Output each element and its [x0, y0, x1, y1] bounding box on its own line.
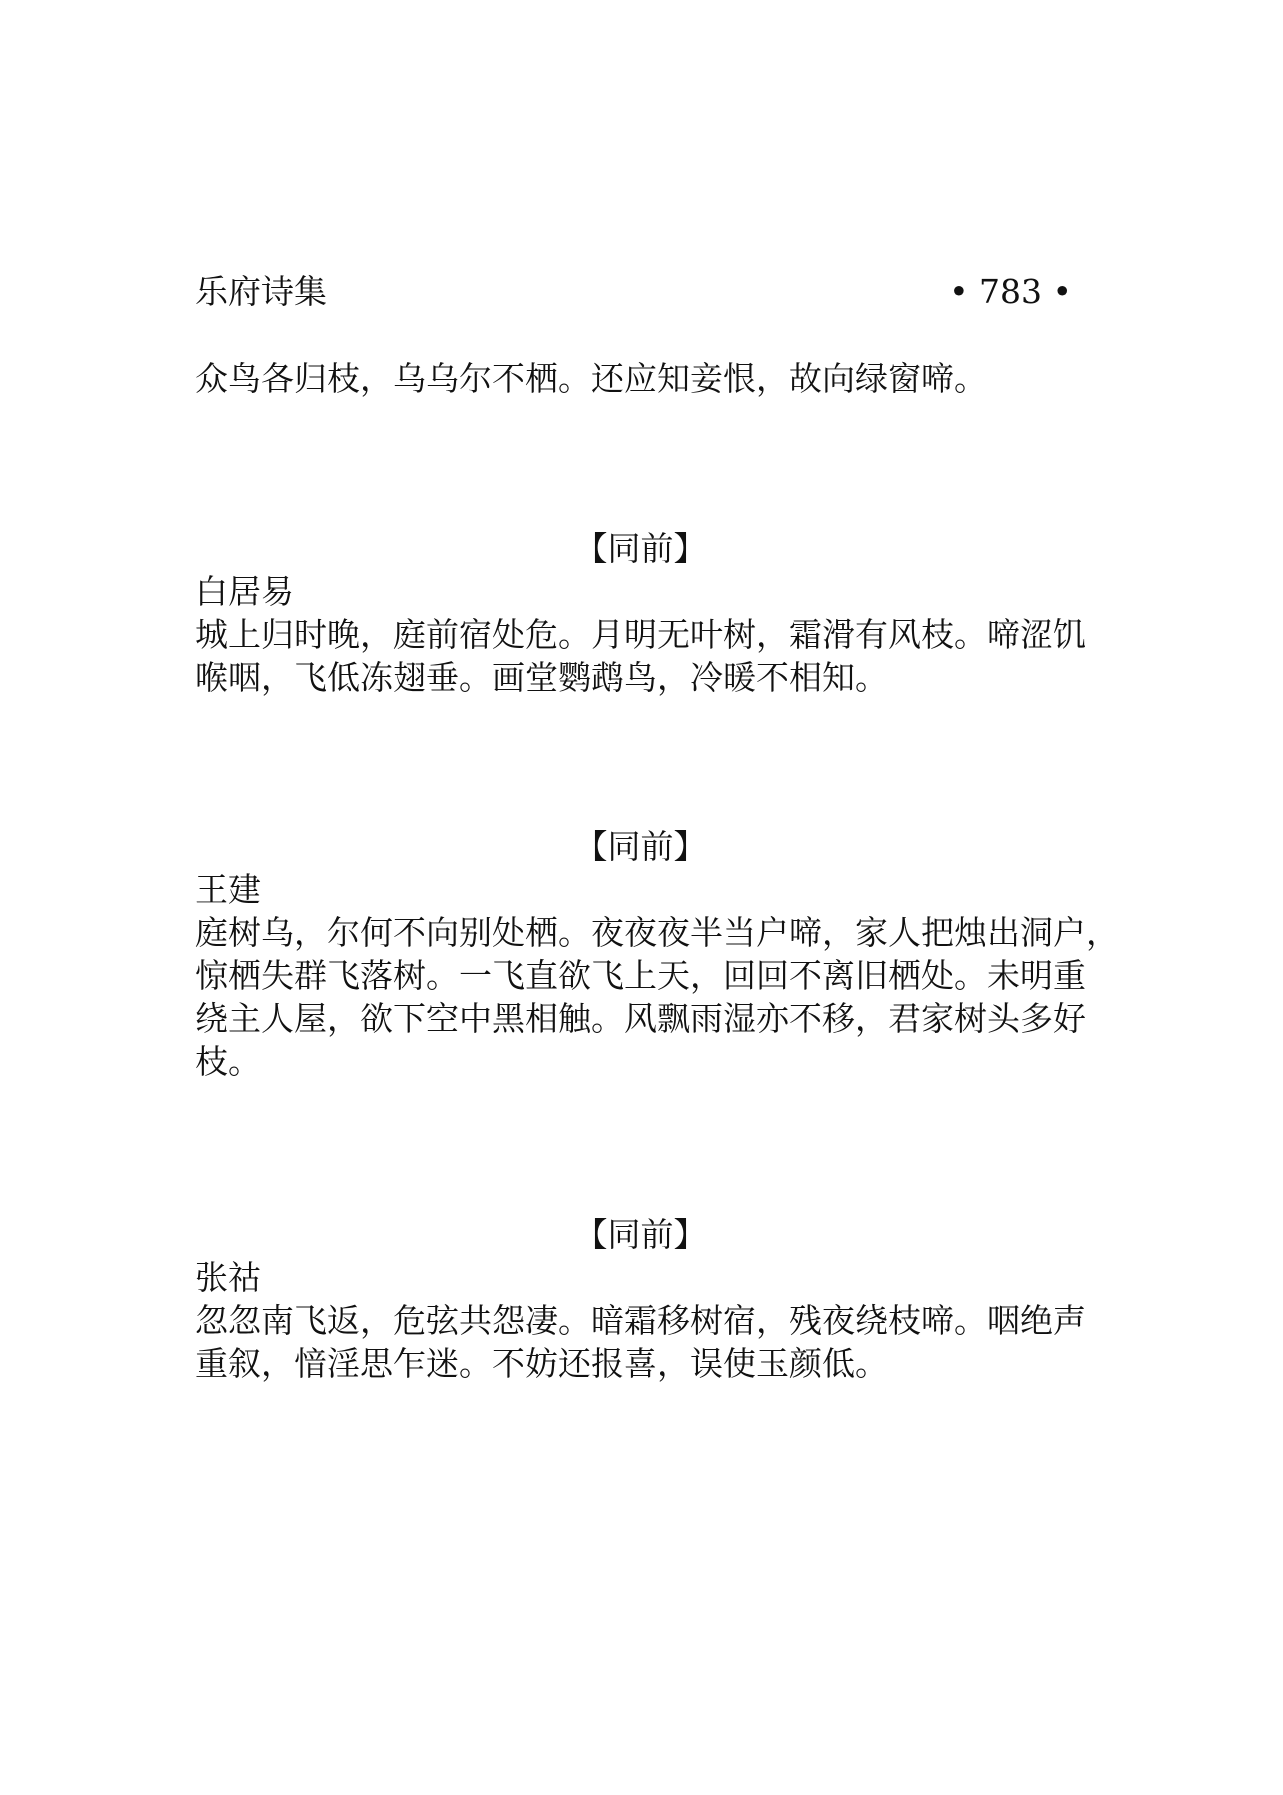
poem-section-wang-jian — [195, 825, 1119, 1083]
poem-line: 众鸟各归枝，乌乌尔不栖。还应知妾恨，故向绿窗啼。 — [195, 359, 987, 398]
poem-section-bai-juyi — [195, 527, 1095, 699]
poem-heading: 【同前】 — [574, 827, 707, 866]
poem-author: 白居易 — [195, 572, 294, 611]
poem-line: 重叙，愔淫思乍迷。不妨还报喜，误使玉颜低。 — [195, 1344, 888, 1383]
poem-heading: 【同前】 — [574, 529, 707, 568]
poem-line: 惊栖失群飞落树。一飞直欲飞上天，回回不离旧栖处。未明重 — [195, 956, 1086, 995]
page-number: • 783 • — [949, 272, 1072, 311]
poem-line: 城上归时晚，庭前宿处危。月明无叶树，霜滑有风枝。啼涩饥 — [195, 615, 1086, 654]
poem-section-zhang-hu — [195, 1213, 1095, 1385]
poem-line: 喉咽，飞低冻翅垂。画堂鹦鹉鸟，冷暖不相知。 — [195, 658, 888, 697]
poem-line: 忽忽南飞返，危弦共怨凄。暗霜移树宿，残夜绕枝啼。咽绝声 — [195, 1301, 1086, 1340]
poem-continuation — [195, 357, 1095, 400]
book-title: 乐府诗集 — [195, 272, 327, 311]
poem-line: 庭树乌，尔何不向别处栖。夜夜夜半当户啼，家人把烛出洞户， — [195, 913, 1119, 952]
poem-author: 王建 — [195, 870, 261, 909]
poem-author: 张祜 — [195, 1258, 261, 1297]
poem-line: 枝。 — [195, 1042, 261, 1081]
poem-heading: 【同前】 — [574, 1215, 707, 1254]
poem-line: 绕主人屋，欲下空中黑相触。风飘雨湿亦不移，君家树头多好 — [195, 999, 1086, 1038]
page-header — [195, 270, 1072, 313]
